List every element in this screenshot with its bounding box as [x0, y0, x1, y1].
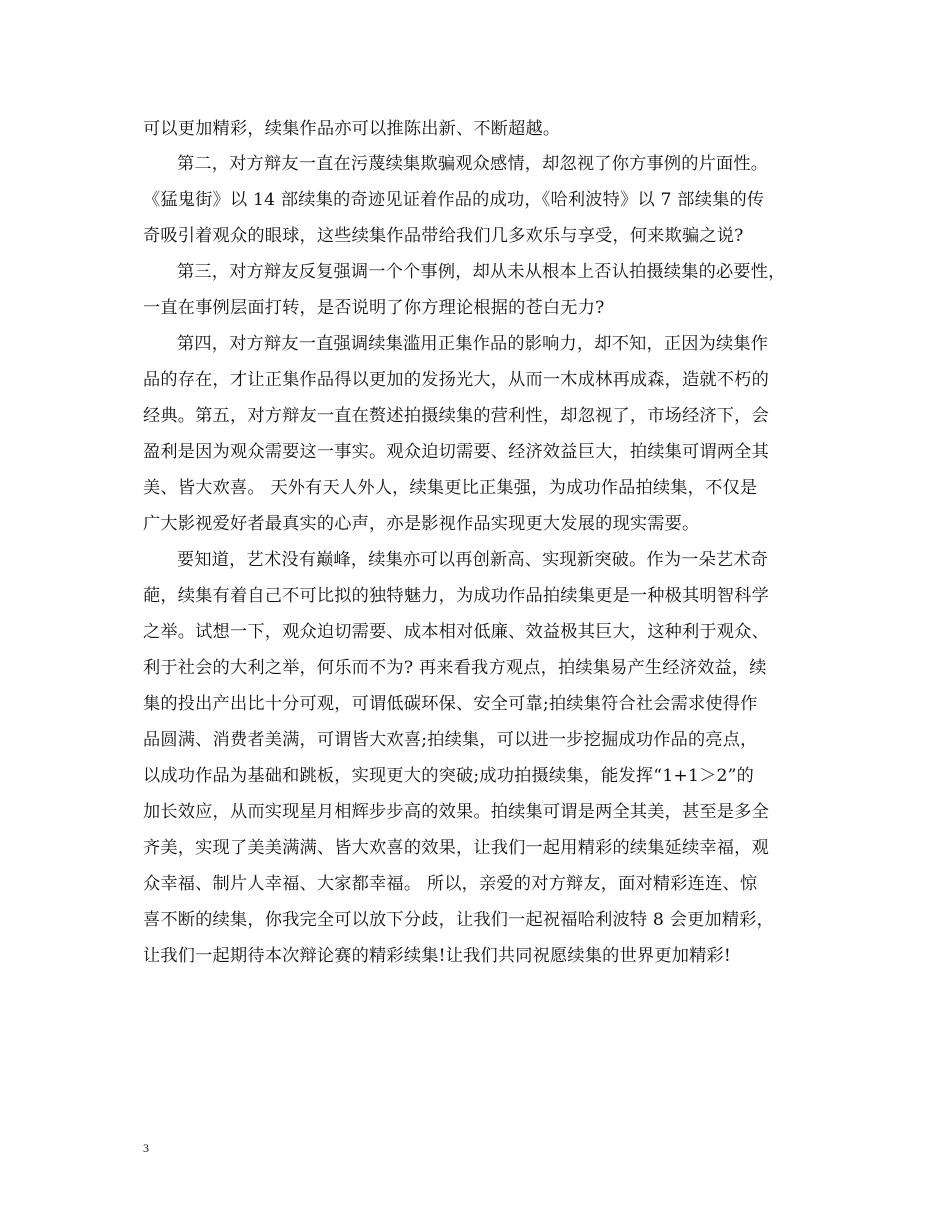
text-line: 集的投出产出比十分可观，可谓低碳环保、安全可靠;拍续集符合社会需求使得作	[143, 694, 758, 714]
text-line: 奇吸引着观众的眼球，这些续集作品带给我们几多欢乐与享受，何来欺骗之说?	[143, 226, 744, 246]
text-line: 美、皆大欢喜。 天外有天人外人，续集更比正集强，为成功作品拍续集，不仅是	[143, 478, 758, 498]
text-line: 喜不断的续集，你我完全可以放下分歧，让我们一起祝福哈利波特 8 会更加精彩，	[143, 910, 775, 930]
page-number: 3	[143, 1141, 149, 1155]
text-line: 一直在事例层面打转，是否说明了你方理论根据的苍白无力?	[143, 298, 605, 318]
text-line: 之举。试想一下，观众迫切需要、成本相对低廉、效益极其巨大，这种利于观众、	[143, 622, 769, 642]
text-line: 利于社会的大利之举，何乐而不为? 再来看我方观点，拍续集易产生经济效益，续	[143, 658, 767, 678]
text-line: 第四，对方辩友一直强调续集滥用正集作品的影响力，却不知，正因为续集作	[177, 334, 769, 354]
text-line: 品的存在，才让正集作品得以更加的发扬光大，从而一木成林再成森，造就不朽的	[143, 370, 769, 390]
text-line: 经典。第五，对方辩友一直在赘述拍摄续集的营利性，却忽视了，市场经济下，会	[143, 406, 769, 426]
text-line: 第三，对方辩友反复强调一个个事例，却从未从根本上否认拍摄续集的必要性，	[177, 262, 786, 282]
text-line: 品圆满、消费者美满，可谓皆大欢喜;拍续集，可以进一步挖掘成功作品的亮点，	[143, 730, 758, 750]
text-line: 可以更加精彩，续集作品亦可以推陈出新、不断超越。	[143, 119, 561, 139]
text-line: 以成功作品为基础和跳板，实现更大的突破;成功拍摄续集，能发挥“1+1＞2”的	[143, 766, 754, 786]
text-line: 第二，对方辩友一直在污蔑续集欺骗观众感情，却忽视了你方事例的片面性。	[177, 154, 769, 174]
text-line: 盈利是因为观众需要这一事实。观众迫切需要、经济效益巨大，拍续集可谓两全其	[143, 442, 769, 462]
text-line: 齐美，实现了美美满满、皆大欢喜的效果，让我们一起用精彩的续集延续幸福，观	[143, 838, 769, 858]
text-line: 让我们一起期待本次辩论赛的精彩续集!让我们共同祝愿续集的世界更加精彩!	[143, 946, 732, 966]
text-line: 葩，续集有着自己不可比拟的独特魅力，为成功作品拍续集更是一种极其明智科学	[143, 586, 769, 606]
text-line: 加长效应，从而实现星月相辉步步高的效果。拍续集可谓是两全其美，甚至是多全	[143, 802, 769, 822]
text-line: 《猛鬼街》以 14 部续集的奇迹见证着作品的成功，《哈利波特》以 7 部续集的传	[143, 190, 765, 210]
text-line: 广大影视爱好者最真实的心声，亦是影视作品实现更大发展的现实需要。	[143, 514, 700, 534]
text-line: 要知道，艺术没有巅峰，续集亦可以再创新高、实现新突破。作为一朵艺术奇	[177, 550, 769, 570]
text-line: 众幸福、制片人幸福、大家都幸福。 所以，亲爱的对方辩友，面对精彩连连、惊	[143, 874, 758, 894]
